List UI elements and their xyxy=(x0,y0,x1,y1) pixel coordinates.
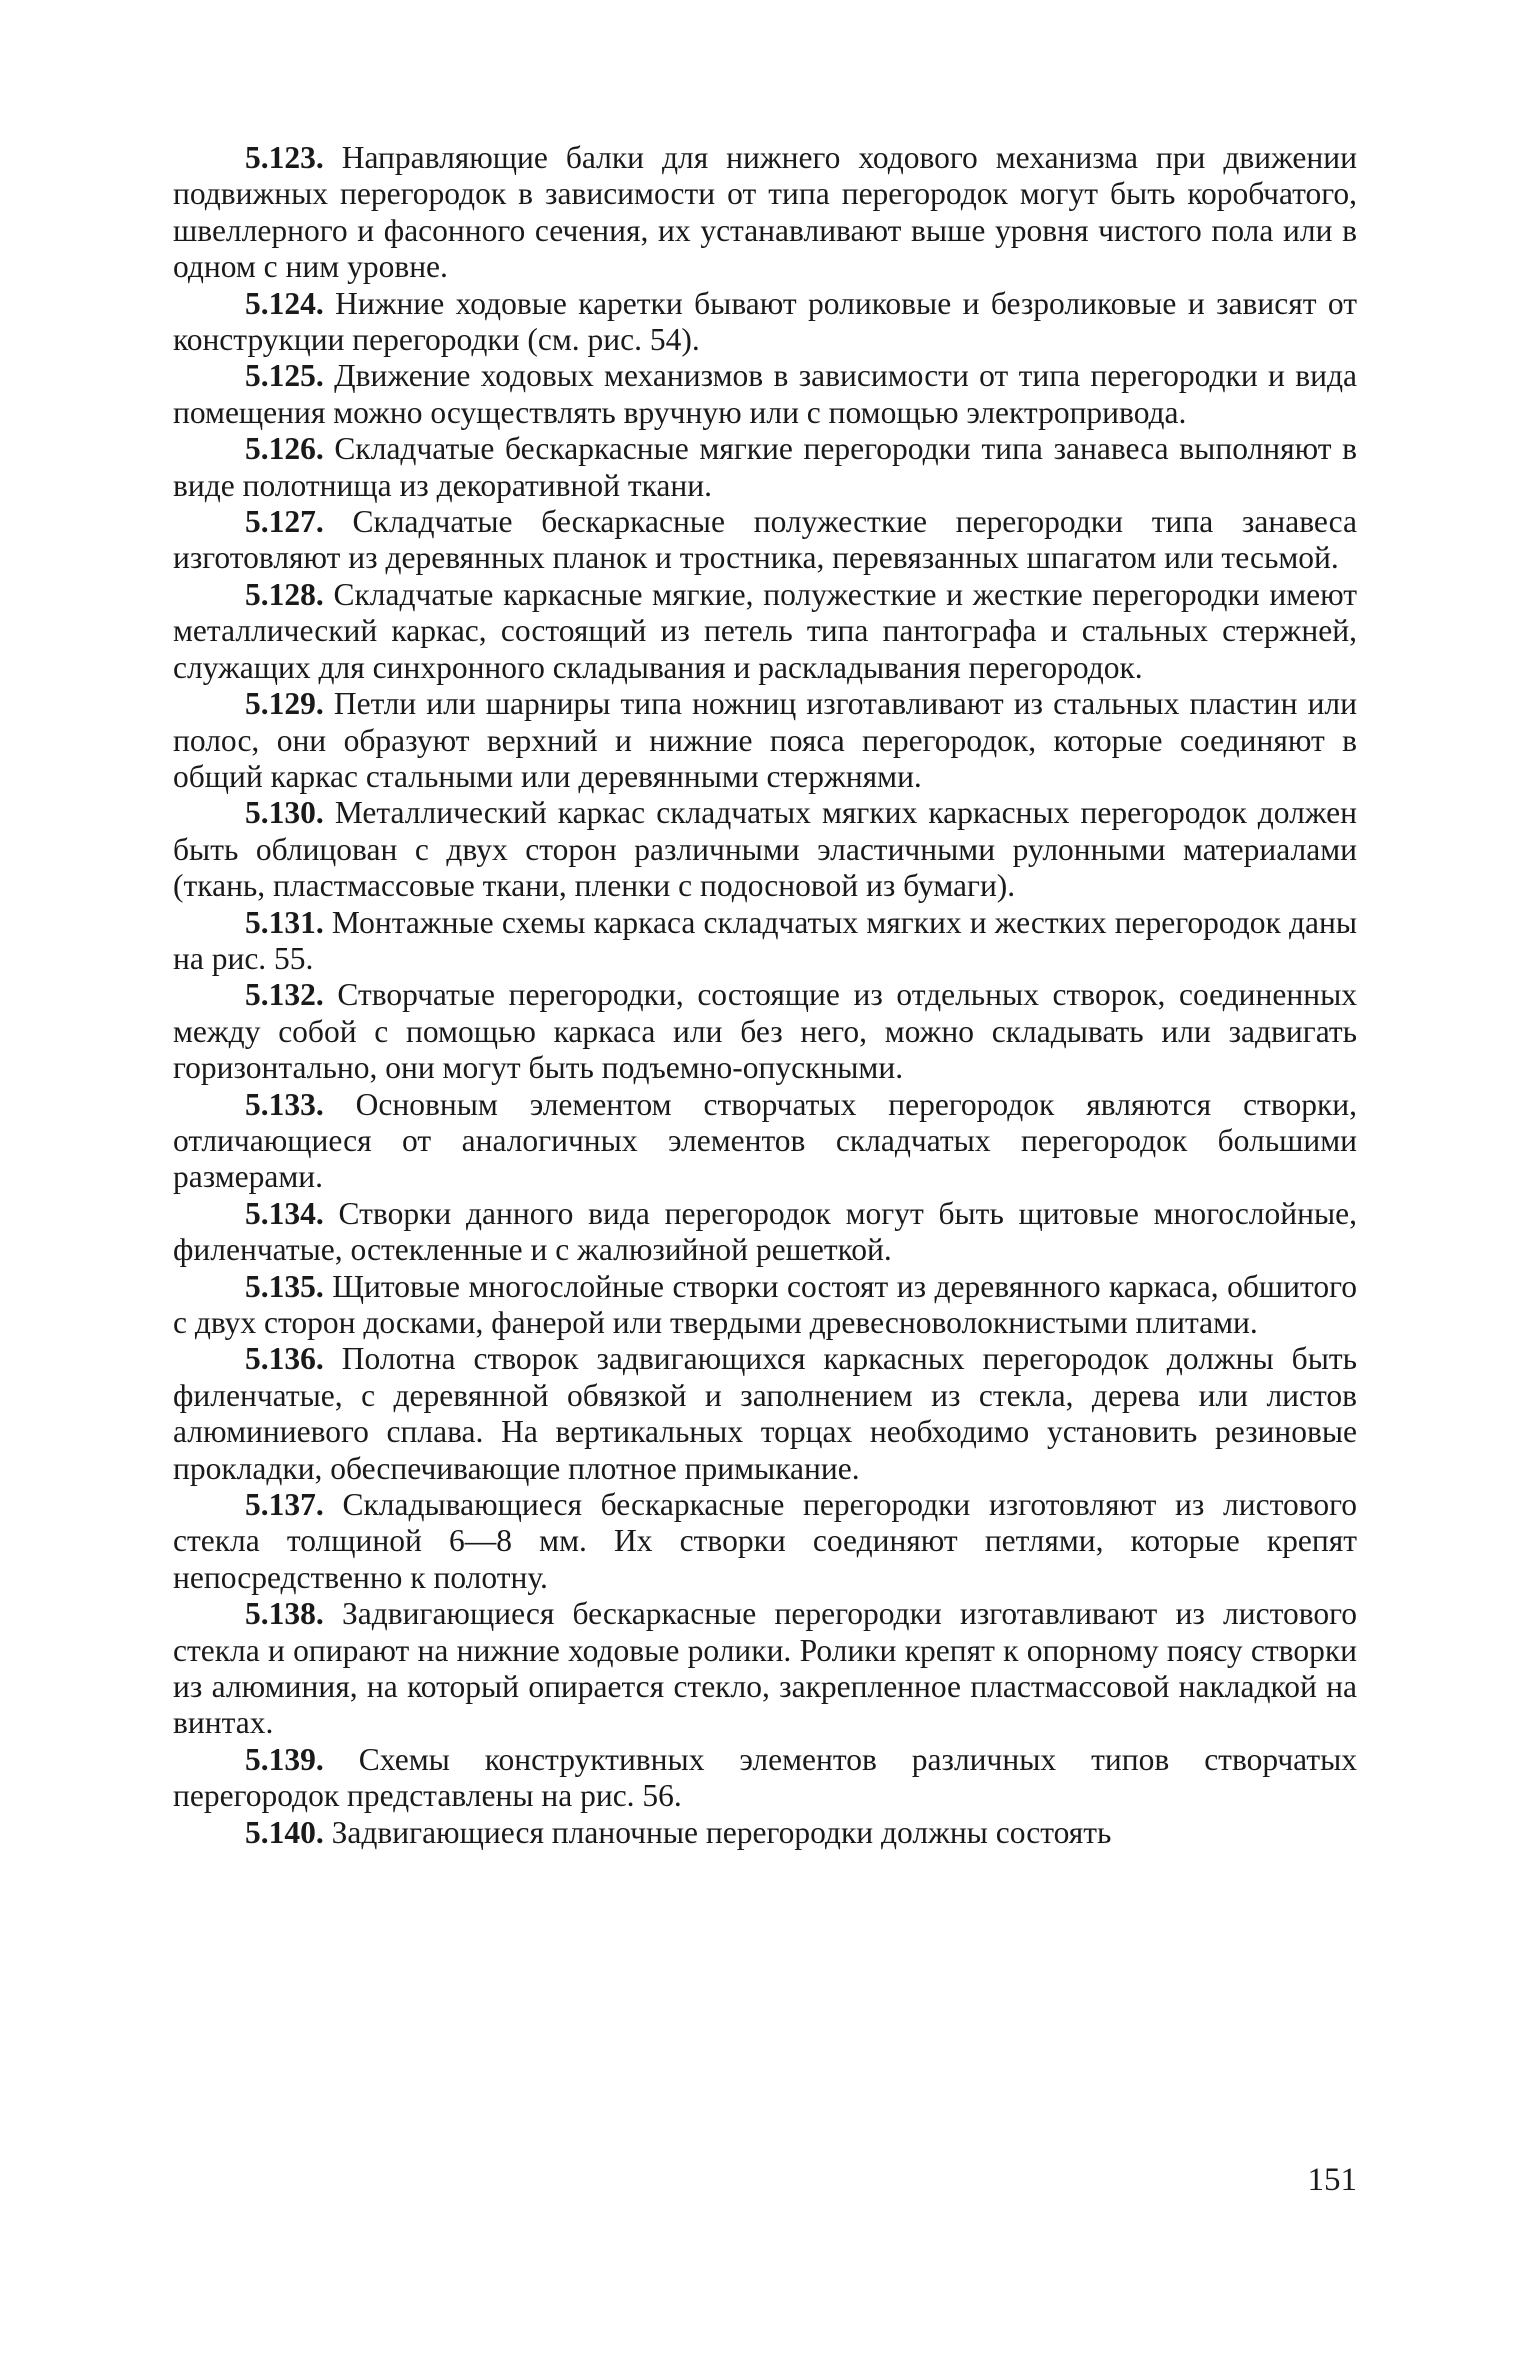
clause-number: 5.134. xyxy=(245,1195,324,1231)
clause-number: 5.124. xyxy=(245,285,324,321)
clause-number: 5.125. xyxy=(245,358,324,394)
paragraph-5-136 xyxy=(173,1341,1357,1487)
paragraph-5-126 xyxy=(173,431,1357,504)
paragraph-5-131 xyxy=(173,905,1357,978)
clause-text: Задвигающиеся бескаркасные перегородки изготавливают из листового стекла и опирают на нижние ходовые ролики. Ролики крепят к опорному поясу створки из алюминия, на который опирается стекло, закрепленное пластмассовой накладкой на винтах. xyxy=(173,1596,1357,1741)
clause-text: Складчатые бескаркасные мягкие перегородки типа занавеса выполняют в виде полотнища из декоративной ткани. xyxy=(173,431,1358,503)
clause-number: 5.129. xyxy=(245,686,324,722)
clause-text: Движение ходовых механизмов в зависимости от типа перегородки и вида помещения можно осуществлять вручную или с помощью электропривода. xyxy=(173,358,1358,430)
clause-number: 5.123. xyxy=(245,140,324,175)
clause-text: Створчатые перегородки, состоящие из отдельных створок, соединенных между собой с помощью каркаса или без него, можно складывать или задвигать горизонтально, они могут быть подъемно-опускными. xyxy=(173,977,1357,1086)
clause-text: Петли или шарниры типа ножниц изготавливают из стальных пластин или полос, они образуют верхний и нижние пояса перегородок, которые соединяют в общий каркас стальными или деревянными стержнями. xyxy=(173,686,1358,794)
clause-text: Складчатые бескаркасные полужесткие перегородки типа занавеса изготовляют из деревянных планок и тростника, перевязанных шпагатом или тесьмой. xyxy=(173,504,1357,576)
paragraph-5-139 xyxy=(173,1742,1357,1815)
clause-number: 5.137. xyxy=(245,1487,324,1523)
clause-text: Створки данного вида перегородок могут быть щитовые многослойные, филенчатые, остекленные и с жалюзийной решеткой. xyxy=(173,1195,1358,1268)
clause-text: Щитовые многослойные створки состоят из деревянного каркаса, обшитого с двух сторон досками, фанерой или твердыми древесноволокнистыми плитами. xyxy=(173,1268,1357,1340)
paragraph-5-128 xyxy=(173,577,1357,686)
paragraph-5-133 xyxy=(173,1087,1357,1196)
paragraph-5-127 xyxy=(173,504,1357,577)
paragraph-5-129 xyxy=(173,686,1357,795)
clause-text: Складывающиеся бескаркасные перегородки изготовляют из листового стекла толщиной 6—8 мм. Их створки соединяют петлями, которые крепят непосредственно к полотну. xyxy=(173,1487,1357,1595)
clause-number: 5.138. xyxy=(245,1596,324,1632)
clause-text: Нижние ходовые каретки бывают роликовые и безроликовые и зависят от конструкции перегородки (см. рис. 54). xyxy=(173,285,1357,358)
paragraph-5-135 xyxy=(173,1269,1357,1342)
clause-number: 5.136. xyxy=(245,1341,324,1377)
paragraph-5-123 xyxy=(173,140,1357,286)
paragraph-5-134 xyxy=(173,1196,1357,1269)
clause-number: 5.139. xyxy=(245,1741,324,1777)
paragraph-5-130 xyxy=(173,795,1357,904)
paragraph-5-124 xyxy=(173,286,1357,359)
paragraph-5-138 xyxy=(173,1596,1357,1742)
clause-number: 5.126. xyxy=(245,431,324,467)
clause-number: 5.135. xyxy=(245,1268,324,1304)
clause-text: Схемы конструктивных элементов различных типов створчатых перегородок представлены на рис. 56. xyxy=(173,1741,1358,1814)
clause-number: 5.140. xyxy=(245,1814,324,1850)
clause-number: 5.133. xyxy=(245,1086,324,1122)
paragraph-5-137 xyxy=(173,1487,1357,1596)
page-text xyxy=(173,140,1357,1851)
paragraph-5-132 xyxy=(173,977,1357,1086)
clause-number: 5.131. xyxy=(245,904,324,940)
clause-number: 5.130. xyxy=(245,795,324,831)
clause-text: Полотна створок задвигающихся каркасных перегородок должны быть филенчатые, с деревянной обвязкой и заполнением из стекла, дерева или листов алюминиевого сплава. На вертикальных торцах необходимо установить резиновые прокладки, обеспечивающие плотное примыкание. xyxy=(173,1341,1357,1486)
clause-number: 5.132. xyxy=(245,977,324,1013)
clause-text: Металлический каркас складчатых мягких каркасных перегородок должен быть облицован с двух сторон различными эластичными рулонными материалами (ткань, пластмассовые ткани, пленки с подосновой из бумаги). xyxy=(173,795,1357,904)
clause-text: Основным элементом створчатых перегородок являются створки, отличающиеся от аналогичных элементов складчатых перегородок большими размерами. xyxy=(173,1086,1358,1195)
page-number: 151 xyxy=(1307,2162,1357,2198)
clause-text: Задвигающиеся планочные перегородки должны состоять xyxy=(331,1814,1112,1850)
clause-number: 5.128. xyxy=(245,576,324,612)
paragraph-5-125 xyxy=(173,358,1357,431)
paragraph-5-140 xyxy=(173,1815,1357,1851)
clause-text: Направляющие балки для нижнего ходового механизма при движении подвижных перегородок в зависимости от типа перегородок могут быть коробчатого, швеллерного и фасонного сечения, их устанавливают выше уровня чистого пола или в одном с ним уровне. xyxy=(173,140,1357,285)
clause-number: 5.127. xyxy=(245,504,324,540)
clause-text: Монтажные схемы каркаса складчатых мягких и жестких перегородок даны на рис. 55. xyxy=(173,904,1358,976)
clause-text: Складчатые каркасные мягкие, полужесткие и жесткие перегородки имеют металлический каркас, состоящий из петель типа пантографа и стальных стержней, служащих для синхронного складывания и раскладывания перегородок. xyxy=(173,576,1357,685)
